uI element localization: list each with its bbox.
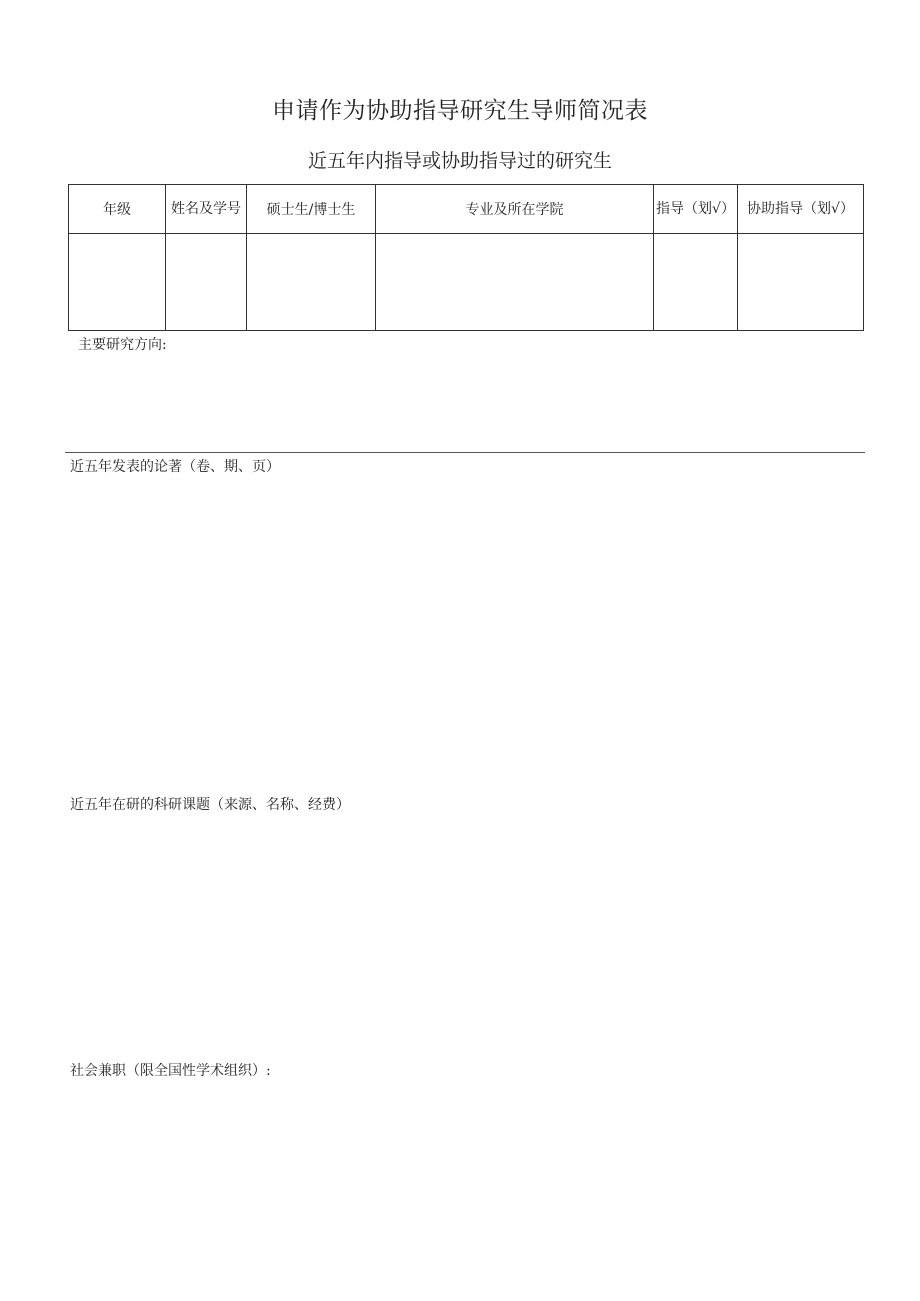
- research-direction-label: 主要研究方向:: [78, 337, 167, 353]
- cell-guide[interactable]: [654, 234, 738, 331]
- header-name-id: 姓名及学号: [166, 185, 247, 234]
- projects-label: 近五年在研的科研课题（来源、名称、经费）: [70, 797, 350, 813]
- cell-name-id[interactable]: [166, 234, 247, 331]
- header-degree: 硕士生/博士生: [247, 185, 376, 234]
- social-positions-label: 社会兼职（限全国性学术组织）:: [70, 1063, 271, 1079]
- students-table: [68, 184, 864, 331]
- table-title: 近五年内指导或协助指导过的研究生: [307, 150, 612, 172]
- header-assist: 协助指导（划√）: [738, 185, 864, 234]
- table-header-row: [69, 185, 864, 234]
- section-divider: [65, 452, 865, 453]
- cell-degree[interactable]: [247, 234, 376, 331]
- header-major-college: 专业及所在学院: [376, 185, 654, 234]
- publications-label: 近五年发表的论著（卷、期、页）: [70, 459, 280, 475]
- table-row: [69, 234, 864, 331]
- cell-assist[interactable]: [738, 234, 864, 331]
- header-grade: 年级: [69, 185, 166, 234]
- cell-grade[interactable]: [69, 234, 166, 331]
- cell-major-college[interactable]: [376, 234, 654, 331]
- header-guide: 指导（划√）: [654, 185, 738, 234]
- page-title: 申请作为协助指导研究生导师简况表: [272, 98, 648, 124]
